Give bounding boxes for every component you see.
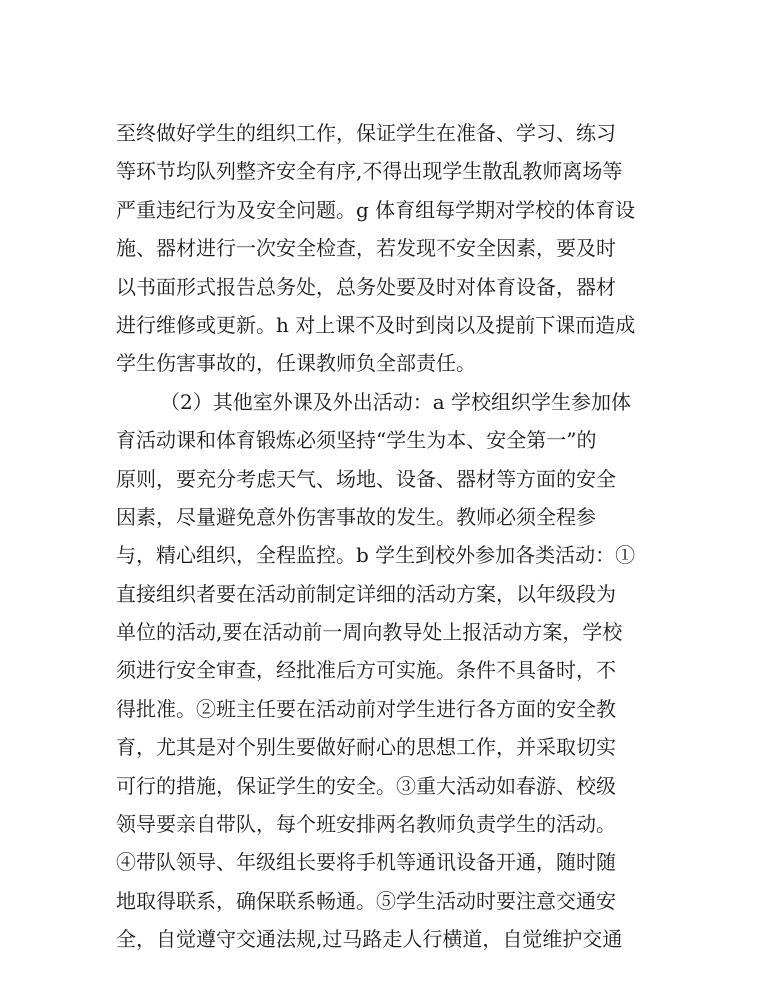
text-line-15: 须进行安全审查，经批准后方可实施。条件不具备时，不 [116,658,616,683]
body-text [116,114,652,959]
text-line-18: 可行的措施，保证学生的安全。③重大活动如春游、校级 [116,773,616,798]
text-line-4: 施、器材进行一次安全检查，若发现不安全因素，要及时 [116,236,616,261]
text-line-12: 与，精心组织，全程监控。b 学生到校外参加各类活动：① [116,543,636,568]
text-line-16: 得批准。②班主任要在活动前对学生进行各方面的安全教 [116,696,616,721]
text-line-11: 因素，尽量避免意外伤害事故的发生。教师必须全程参 [116,504,596,529]
text-line-19: 领导要亲自带队，每个班安排两名教师负责学生的活动。 [116,812,616,837]
text-line-17: 育，尤其是对个别生要做好耐心的思想工作，并采取切实 [116,735,616,760]
text-line-3: 严重违纪行为及安全问题。g 体育组每学期对学校的体育设 [116,197,636,222]
text-line-2: 等环节均队列整齐安全有序,不得出现学生散乱教师离场等 [116,159,623,184]
text-line-21: 地取得联系，确保联系畅通。⑤学生活动时要注意交通安 [116,888,616,913]
text-line-1: 至终做好学生的组织工作，保证学生在准备、学习、练习 [116,121,616,145]
text-line-14: 单位的活动,要在活动前一周向教导处上报活动方案，学校 [116,620,623,645]
text-line-9: 育活动课和体育锻炼必须坚持“学生为本、安全第一”的 [116,428,597,453]
text-line-6: 进行维修或更新。h 对上课不及时到岗以及提前下课而造成 [116,312,636,337]
text-line-13: 直接组织者要在活动前制定详细的活动方案，以年级段为 [116,581,616,606]
text-line-20: ④带队领导、年级组长要将手机等通讯设备开通，随时随 [116,850,616,875]
text-line-7: 学生伤害事故的，任课教师负全部责任。 [116,351,476,376]
text-line-8: （2）其他室外课及外出活动：a 学校组织学生参加体 [160,389,632,414]
text-line-5: 以书面形式报告总务处，总务处要及时对体育设备，器材 [116,274,616,299]
text-line-10: 原则，要充分考虑天气、场地、设备、器材等方面的安全 [116,466,616,491]
text-line-22: 全，自觉遵守交通法规,过马路走人行横道，自觉维护交通 [116,927,623,952]
